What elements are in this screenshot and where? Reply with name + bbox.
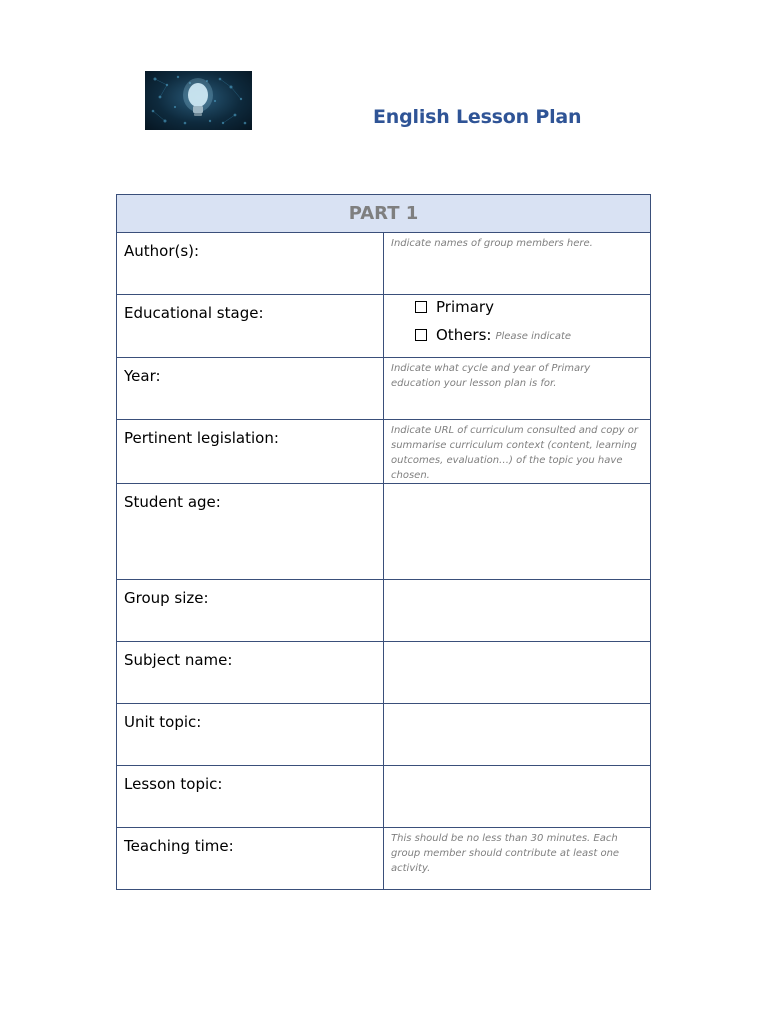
row-label-subject-name: Subject name: — [117, 642, 384, 704]
row-label-pertinent-legislation: Pertinent legislation: — [117, 420, 384, 484]
row-label-teaching-time: Teaching time: — [117, 828, 384, 890]
unit-topic-field[interactable] — [384, 704, 651, 766]
table-row — [117, 420, 651, 484]
primary-checkbox[interactable] — [415, 301, 427, 313]
student-age-field[interactable] — [384, 484, 651, 580]
table-row — [117, 642, 651, 704]
table-row — [117, 828, 651, 890]
educational-stage-field — [384, 295, 651, 358]
row-label-lesson-topic: Lesson topic: — [117, 766, 384, 828]
authors-field[interactable] — [384, 233, 651, 295]
row-label-year: Year: — [117, 358, 384, 420]
teaching-time-hint: This should be no less than 30 minutes. Each group member should contribute at least one activity. — [391, 833, 620, 874]
legislation-field[interactable] — [384, 420, 651, 484]
table-row — [117, 766, 651, 828]
table-row — [117, 233, 651, 295]
year-field[interactable] — [384, 358, 651, 420]
table-row — [117, 484, 651, 580]
lesson-plan-table — [116, 194, 651, 890]
option-others[interactable] — [415, 326, 642, 344]
row-label-unit-topic: Unit topic: — [117, 704, 384, 766]
table-row — [117, 704, 651, 766]
option-others-label: Others: — [436, 326, 492, 344]
table-row — [117, 295, 651, 358]
group-size-field[interactable] — [384, 580, 651, 642]
others-checkbox[interactable] — [415, 329, 427, 341]
lightbulb-network-icon — [145, 71, 252, 130]
legislation-hint: Indicate URL of curriculum consulted and copy or summarise curriculum context (content, learning outcomes, evaluation…) of the topic you have chosen. — [391, 425, 638, 481]
authors-hint: Indicate names of group members here. — [391, 238, 593, 249]
teaching-time-field[interactable] — [384, 828, 651, 890]
row-label-student-age: Student age: — [117, 484, 384, 580]
lesson-topic-field[interactable] — [384, 766, 651, 828]
document-title: English Lesson Plan — [373, 106, 582, 128]
year-hint: Indicate what cycle and year of Primary education your lesson plan is for. — [391, 363, 591, 389]
option-primary[interactable] — [415, 298, 642, 316]
row-label-group-size: Group size: — [117, 580, 384, 642]
others-hint: Please indicate — [495, 331, 572, 342]
part-heading: PART 1 — [117, 195, 651, 233]
table-row — [117, 580, 651, 642]
subject-name-field[interactable] — [384, 642, 651, 704]
table-row — [117, 358, 651, 420]
row-label-educational-stage: Educational stage: — [117, 295, 384, 358]
row-label-authors: Author(s): — [117, 233, 384, 295]
option-primary-label: Primary — [436, 298, 494, 316]
